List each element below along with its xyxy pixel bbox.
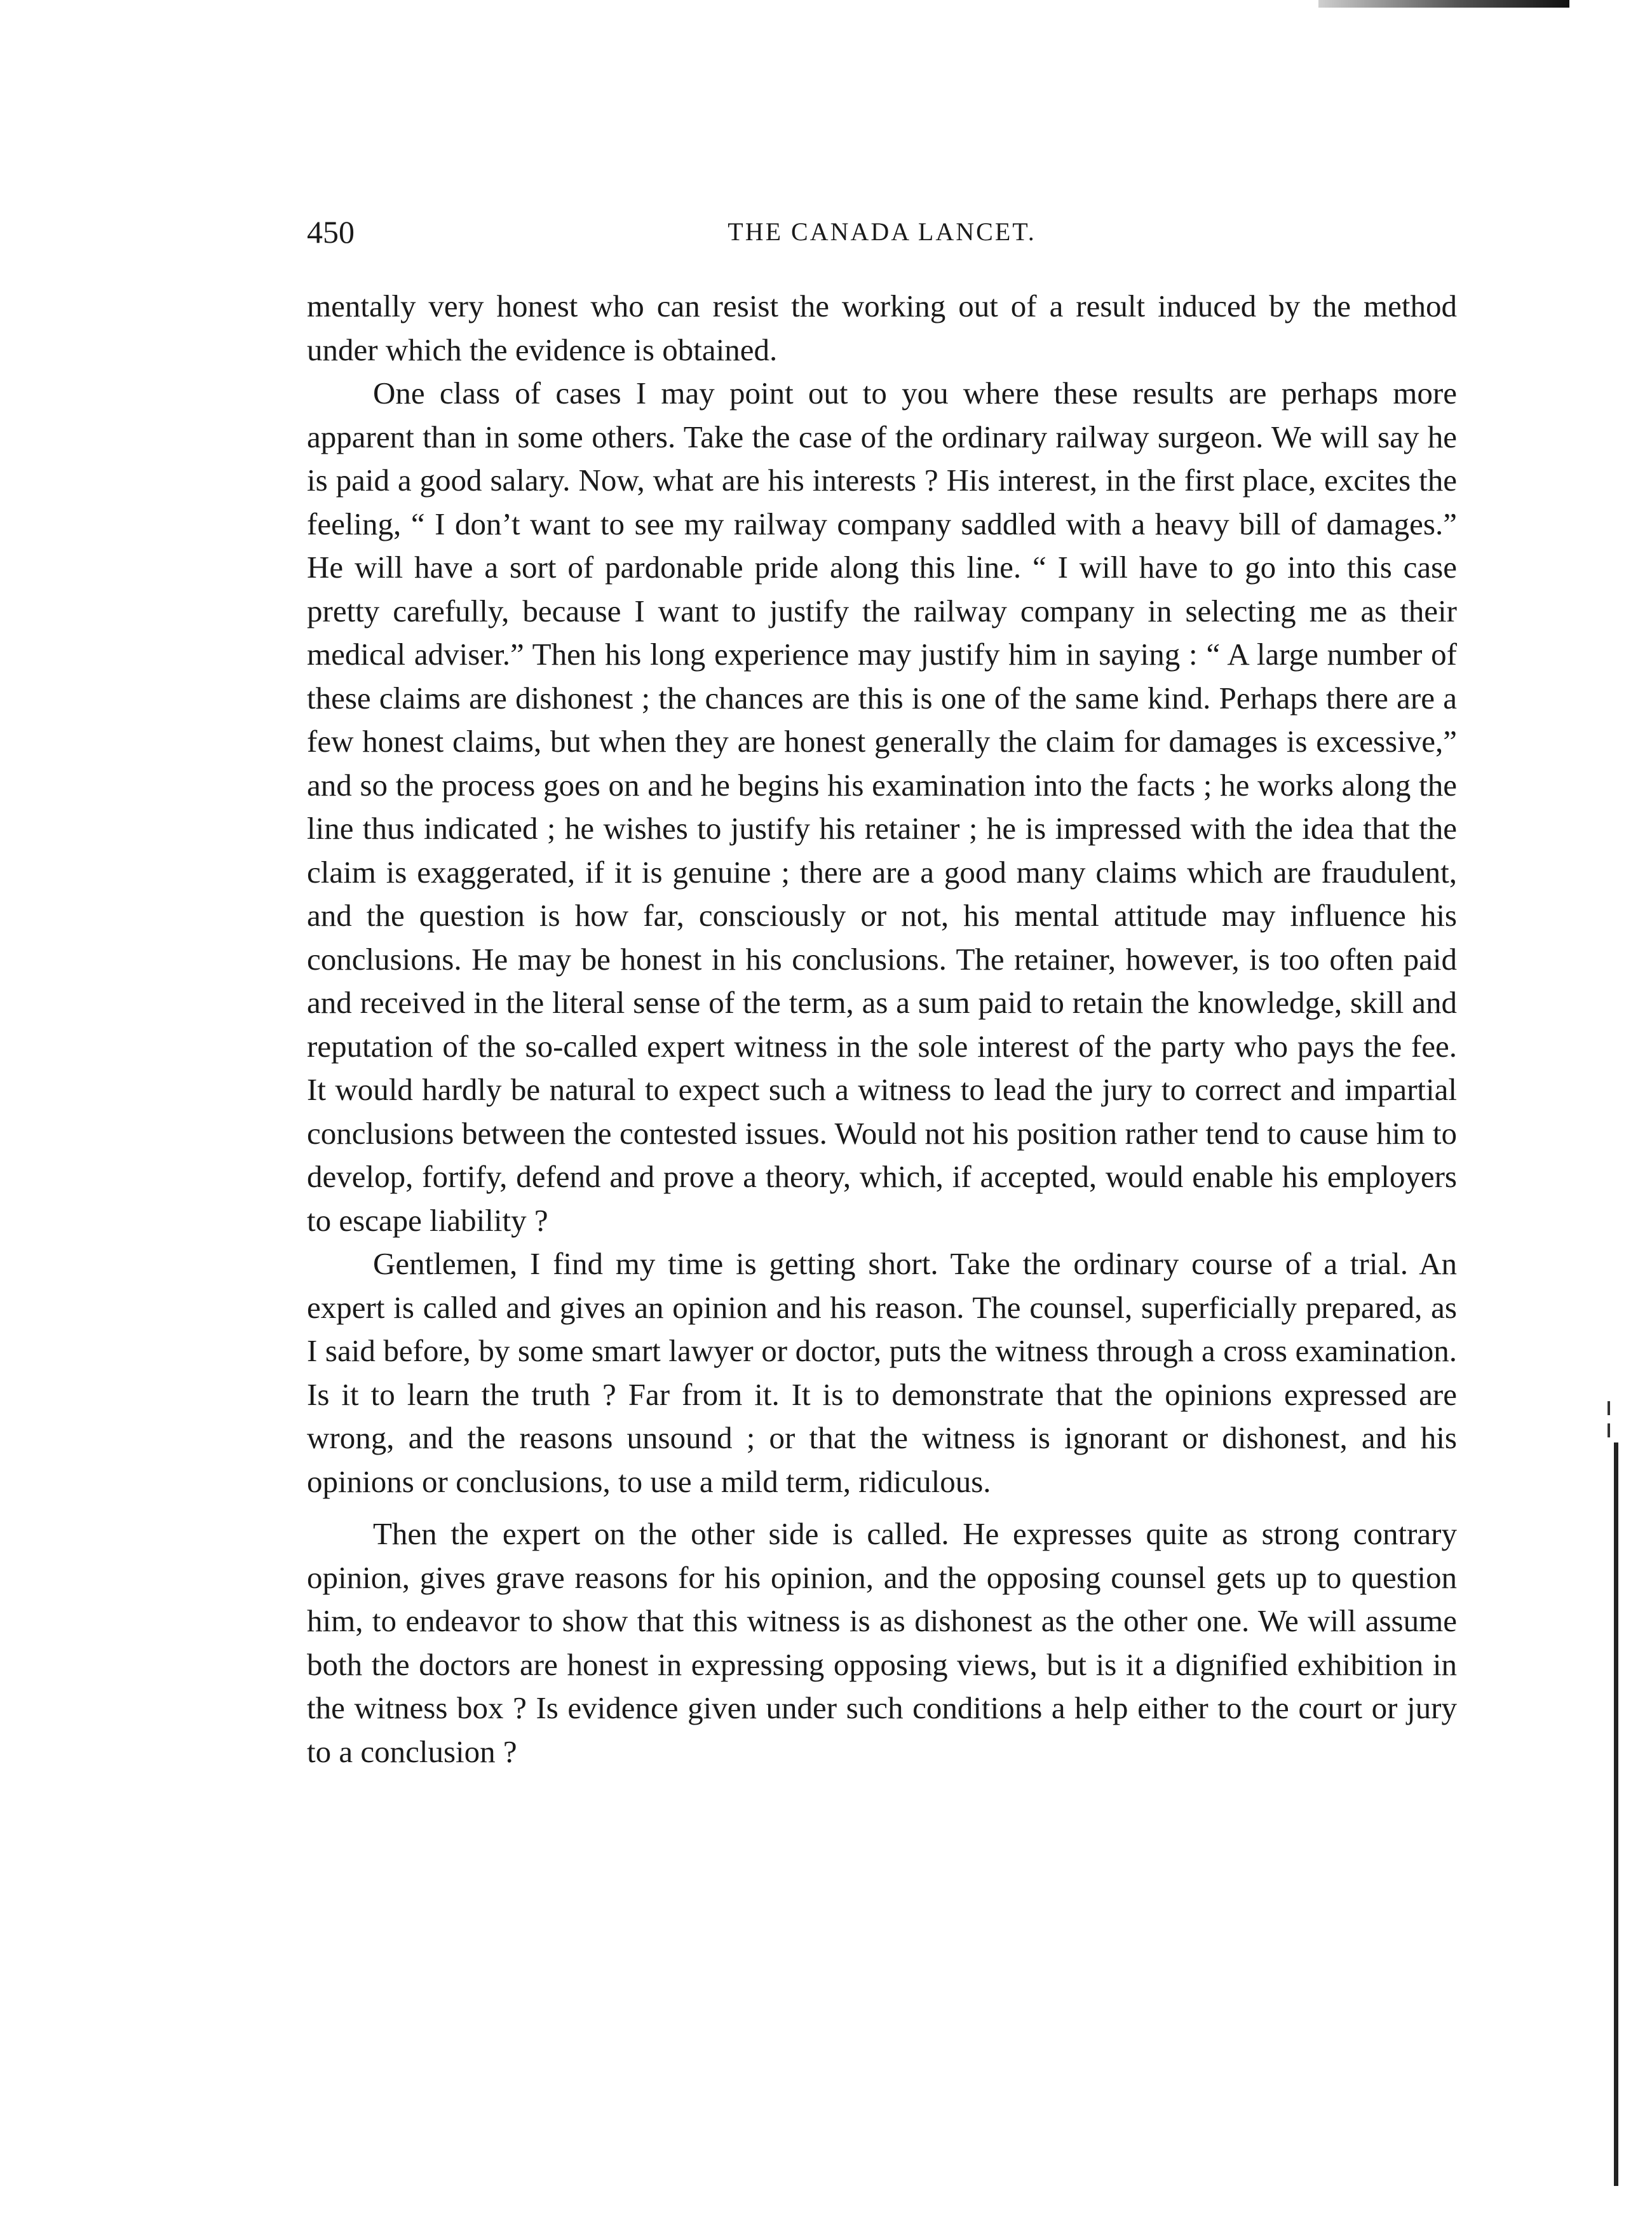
paragraph-continuation: mentally very honest who can resist the working out of a result induced by the method under which the evidence is obtained. <box>307 288 1457 367</box>
body-text <box>307 285 1457 1774</box>
margin-mark <box>1608 1423 1610 1437</box>
paragraph-opposing-expert: Then the expert on the other side is called. He expresses quite as strong contrary opinion, gives grave reasons for his opinion, and the opposing counsel gets up to question him, to endeavor to show that this witness is as dishonest as the other one. We will assume both the doctors are honest in expressing opposing views, but is it a dignified exhibition in the witness box ? Is evidence given under such conditions a help either to the court or jury to a conclusion ? <box>307 1516 1457 1769</box>
journal-title: THE CANADA LANCET. <box>728 217 1036 246</box>
paragraph-railway-surgeon: One class of cases I may point out to you where these results are perhaps more apparent than in some others. Take the case of the ordinary railway surgeon. We will say he is paid a good salary. Now, what are his interests ? His interest, in the first place, excites the feeling, “ I don’t want to see my railway company saddled with a heavy bill of damages.” He will have a sort of pardonable pride along this line. “ I will have to go into this case pretty carefully, because I want to justify the railway company in selecting me as their medical adviser.” Then his long experience may justify him in saying : “ A large number of these claims are dishonest ; the chances are this is one of the same kind. Perhaps there are a few honest claims, but when they are honest generally the claim for damages is excessive,” and so the process goes on and he begins his examination into the facts ; he works along the line thus indicated ; he wishes to justify his retainer ; he is impressed with the idea that the claim is exaggerated, if it is genuine ; there are a good many claims which are fraudulent, and the question is how far, consciously or not, his mental attitude may influence his conclusions. He may be honest in his conclusions. The retainer, however, is too often paid and received in the literal sense of the term, as a sum paid to retain the knowledge, skill and reputation of the so-called expert witness in the sole interest of the party who pays the fee. It would hardly be natural to expect such a witness to lead the jury to correct and impartial conclusions between the contested issues. Would not his position rather tend to cause him to develop, fortify, defend and prove a theory, which, if accepted, would enable his employers to escape liability ? <box>307 376 1457 1238</box>
top-edge-rule <box>1318 0 1569 8</box>
right-edge-rule <box>1614 1442 1618 2186</box>
running-head <box>307 210 1457 254</box>
margin-mark <box>1608 1401 1610 1415</box>
page-number: 450 <box>307 214 355 250</box>
paragraph-course-of-trial: Gentlemen, I find my time is getting short. Take the ordinary course of a trial. An expert is called and gives an opinion and his reason. The counsel, superficially prepared, as I said before, by some smart lawyer or doctor, puts the witness through a cross examination. Is it to learn the truth ? Far from it. It is to demonstrate that the opinions expressed are wrong, and the reasons unsound ; or that the witness is ignorant or dishonest, and his opinions or conclusions, to use a mild term, ridiculous. <box>307 1246 1457 1499</box>
